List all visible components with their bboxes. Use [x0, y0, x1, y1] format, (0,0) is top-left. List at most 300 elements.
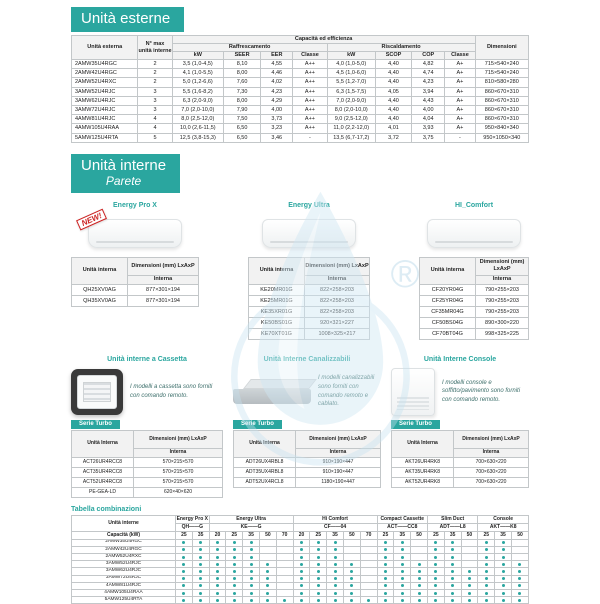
compatibility-dot-icon: [334, 599, 337, 602]
section-description: I modelli console e soffitto/pavimento sono forniti con comando remoto.: [442, 379, 521, 404]
combo-compatibility-cell: [461, 568, 478, 575]
combo-compatibility-cell: [394, 539, 411, 546]
compatibility-dot-icon: [250, 556, 253, 559]
compatibility-dot-icon: [182, 563, 185, 566]
combo-compatibility-cell: [495, 568, 512, 575]
combo-compatibility-cell: [327, 568, 344, 575]
compatibility-dot-icon: [216, 584, 219, 587]
combo-compatibility-cell: [293, 561, 310, 568]
product-spec-table: [248, 257, 370, 340]
outdoor-value-cell: 5,0 (1,2-6,6): [172, 78, 223, 87]
combo-compatibility-cell: [192, 597, 209, 604]
combo-row: [72, 582, 529, 589]
combo-compatibility-cell: [377, 568, 394, 575]
combo-compatibility-cell: [243, 546, 260, 553]
compatibility-dot-icon: [518, 592, 521, 595]
capacity-value: 25: [427, 531, 444, 539]
combo-compatibility-cell: [461, 575, 478, 582]
combo-compatibility-cell: [377, 575, 394, 582]
combo-compatibility-cell: [310, 561, 327, 568]
outdoor-model-cell: 4AMW105U4RAA: [72, 124, 138, 133]
indoor-dimensions-cell: 790×255×203: [476, 306, 529, 317]
outdoor-value-cell: 8,10: [223, 60, 260, 69]
spec-table-body: [392, 457, 529, 487]
combo-compatibility-cell: [226, 590, 243, 597]
combo-compatibility-cell: [478, 597, 495, 604]
indoor-dimensions-cell: 877×301×194: [128, 284, 199, 295]
compatibility-dot-icon: [502, 548, 505, 551]
capacity-value: 25: [226, 531, 243, 539]
combo-compatibility-cell: [360, 554, 377, 561]
compatibility-dot-icon: [518, 563, 521, 566]
outdoor-table-body: [72, 60, 529, 143]
combo-compatibility-cell: [276, 568, 293, 575]
indoor-unit-row: [249, 328, 370, 339]
outdoor-value-cell: 4,5 (1,0-6,0): [327, 69, 375, 78]
compatibility-dot-icon: [350, 592, 353, 595]
combo-compatibility-cell: [276, 561, 293, 568]
combo-compatibility-cell: [259, 597, 276, 604]
outdoor-unit-row: [72, 69, 529, 78]
col-header-interna: Interna: [128, 275, 199, 284]
outdoor-value-cell: 4,74: [412, 69, 445, 78]
combo-model-cell: 2AMW42U4RGC: [72, 546, 176, 553]
indoor-model-cell: CF20YR04G: [420, 284, 476, 295]
outdoor-value-cell: 4,23: [412, 78, 445, 87]
compatibility-dot-icon: [317, 570, 320, 573]
combo-row: [72, 539, 529, 546]
combo-compatibility-cell: [293, 554, 310, 561]
compatibility-dot-icon: [451, 592, 454, 595]
compatibility-dot-icon: [367, 599, 370, 602]
compatibility-dot-icon: [266, 570, 269, 573]
combo-compatibility-cell: [209, 539, 226, 546]
outdoor-value-cell: A++: [293, 124, 327, 133]
compatibility-dot-icon: [283, 599, 286, 602]
compatibility-dot-icon: [266, 584, 269, 587]
combo-compatibility-cell: [427, 597, 444, 604]
indoor-dimensions-cell: 620×40×620: [134, 487, 223, 497]
combo-compatibility-cell: [495, 590, 512, 597]
combo-compatibility-cell: [226, 546, 243, 553]
outdoor-value-cell: 2: [138, 60, 172, 69]
compatibility-dot-icon: [233, 584, 236, 587]
combo-compatibility-cell: [360, 597, 377, 604]
compatibility-dot-icon: [199, 584, 202, 587]
combo-compatibility-cell: [259, 539, 276, 546]
indoor-units-title-box: [71, 154, 180, 193]
indoor-unit-row: [249, 306, 370, 317]
combo-compatibility-cell: [495, 554, 512, 561]
combo-compatibility-cell: [478, 582, 495, 589]
section-title: Unità Interne Console: [423, 355, 497, 363]
combo-model-cell: 4AMW105U4RAA: [72, 590, 176, 597]
indoor-unit-row: [392, 457, 529, 467]
capacity-value: 50: [411, 531, 428, 539]
combo-compatibility-cell: [495, 597, 512, 604]
compatibility-dot-icon: [401, 541, 404, 544]
outdoor-value-cell: 3: [138, 87, 172, 96]
combo-compatibility-cell: [176, 561, 193, 568]
wall-product-2: [419, 202, 529, 340]
col-header: kW: [327, 52, 375, 60]
combo-compatibility-cell: [276, 597, 293, 604]
combo-compatibility-cell: [176, 575, 193, 582]
outdoor-value-cell: 6,50: [223, 124, 260, 133]
outdoor-value-cell: A++: [293, 96, 327, 105]
compatibility-dot-icon: [266, 563, 269, 566]
compatibility-dot-icon: [401, 556, 404, 559]
combo-compatibility-cell: [411, 554, 428, 561]
indoor-model-cell: CF50BS04G: [420, 317, 476, 328]
compatibility-dot-icon: [485, 592, 488, 595]
capacity-value: 35: [444, 531, 461, 539]
outdoor-value-cell: 7,50: [223, 115, 260, 124]
capacity-value: 25: [176, 531, 193, 539]
compatibility-dot-icon: [199, 563, 202, 566]
combo-group-code: AKT——K8: [478, 523, 529, 531]
combo-compatibility-cell: [461, 539, 478, 546]
outdoor-value-cell: 4,46: [261, 69, 293, 78]
compatibility-dot-icon: [350, 563, 353, 566]
combo-compatibility-cell: [192, 582, 209, 589]
compatibility-dot-icon: [216, 563, 219, 566]
outdoor-value-cell: 3: [138, 105, 172, 114]
combo-compatibility-cell: [427, 582, 444, 589]
outdoor-value-cell: 860×670×310: [475, 96, 528, 105]
combo-compatibility-cell: [226, 539, 243, 546]
indoor-unit-row: [72, 284, 199, 295]
compatibility-dot-icon: [384, 556, 387, 559]
col-header-dimensions: Dimensioni (mm) LxAxP: [134, 430, 223, 448]
compatibility-dot-icon: [518, 599, 521, 602]
combos-head: [72, 515, 529, 539]
spec-table-head: [72, 430, 223, 457]
outdoor-units-table: [71, 35, 529, 143]
compatibility-dot-icon: [233, 577, 236, 580]
outdoor-value-cell: 7,60: [223, 78, 260, 87]
other-products-row: [71, 356, 529, 498]
spec-header-row: [234, 430, 381, 448]
indoor-unit-row: [420, 317, 529, 328]
compatibility-dot-icon: [401, 570, 404, 573]
outdoor-units-title: Unità esterne: [81, 10, 171, 27]
combo-compatibility-cell: [176, 554, 193, 561]
combo-compatibility-cell: [209, 568, 226, 575]
compatibility-dot-icon: [434, 584, 437, 587]
wall-product-0: [71, 202, 199, 307]
spec-table-head: [234, 430, 381, 457]
compatibility-dot-icon: [317, 577, 320, 580]
compatibility-dot-icon: [418, 577, 421, 580]
compatibility-dot-icon: [300, 548, 303, 551]
compatibility-dot-icon: [434, 541, 437, 544]
outdoor-units-title-box: [71, 7, 184, 32]
combo-compatibility-cell: [259, 546, 276, 553]
outdoor-value-cell: A++: [293, 78, 327, 87]
outdoor-value-cell: -: [445, 133, 475, 142]
combo-compatibility-cell: [226, 575, 243, 582]
combo-compatibility-cell: [411, 582, 428, 589]
outdoor-unit-row: [72, 124, 529, 133]
compatibility-dot-icon: [334, 563, 337, 566]
combo-compatibility-cell: [226, 554, 243, 561]
outdoor-value-cell: 4: [138, 124, 172, 133]
combo-compatibility-cell: [259, 582, 276, 589]
combo-compatibility-cell: [259, 568, 276, 575]
capacity-value: 35: [327, 531, 344, 539]
combo-compatibility-cell: [394, 568, 411, 575]
outdoor-unit-row: [72, 87, 529, 96]
compatibility-dot-icon: [199, 577, 202, 580]
compatibility-dot-icon: [434, 563, 437, 566]
outdoor-value-cell: 4,40: [375, 69, 411, 78]
combo-compatibility-cell: [209, 597, 226, 604]
combo-compatibility-cell: [343, 590, 360, 597]
spec-table-body: [72, 284, 199, 306]
col-header-heating: Riscaldamento: [327, 44, 475, 52]
indoor-model-cell: AKT35UR4RK8: [392, 467, 454, 477]
compatibility-dot-icon: [485, 570, 488, 573]
combo-compatibility-cell: [327, 590, 344, 597]
outdoor-value-cell: 3,75: [412, 133, 445, 142]
col-header-max-indoor-units: N° max unità interne: [138, 36, 172, 60]
compatibility-dot-icon: [300, 584, 303, 587]
combo-compatibility-cell: [209, 554, 226, 561]
compatibility-dot-icon: [502, 599, 505, 602]
combo-compatibility-cell: [176, 568, 193, 575]
outdoor-value-cell: -: [293, 133, 327, 142]
compatibility-dot-icon: [334, 577, 337, 580]
combo-compatibility-cell: [226, 582, 243, 589]
compatibility-dot-icon: [182, 577, 185, 580]
combo-compatibility-cell: [360, 582, 377, 589]
combo-model-cell: 3AMW72U4RJC: [72, 575, 176, 582]
compatibility-dot-icon: [350, 584, 353, 587]
indoor-dimensions-cell: 910×190×447: [296, 457, 381, 467]
outdoor-value-cell: 3,73: [261, 115, 293, 124]
spec-sheet-content: [71, 0, 529, 604]
combo-compatibility-cell: [343, 561, 360, 568]
compatibility-dot-icon: [250, 599, 253, 602]
outdoor-value-cell: 5,5 (1,6-8,2): [172, 87, 223, 96]
compatibility-dot-icon: [434, 570, 437, 573]
combo-compatibility-cell: [243, 561, 260, 568]
compatibility-dot-icon: [300, 563, 303, 566]
combo-compatibility-cell: [461, 561, 478, 568]
section-description: I modelli canalizzabili sono forniti con comando remoto e cablato.: [318, 375, 375, 408]
combo-compatibility-cell: [343, 568, 360, 575]
indoor-unit-row: [249, 284, 370, 295]
combo-compatibility-cell: [394, 546, 411, 553]
compatibility-dot-icon: [485, 541, 488, 544]
capacity-value: 25: [377, 531, 394, 539]
outdoor-value-cell: 860×670×310: [475, 115, 528, 124]
combo-compatibility-cell: [293, 582, 310, 589]
compatibility-dot-icon: [384, 599, 387, 602]
capacity-value: 25: [478, 531, 495, 539]
combo-compatibility-cell: [310, 554, 327, 561]
outdoor-value-cell: 4,00: [412, 105, 445, 114]
combo-compatibility-cell: [427, 554, 444, 561]
compatibility-dot-icon: [418, 584, 421, 587]
outdoor-model-cell: 2AMW42U4RGC: [72, 69, 138, 78]
combo-compatibility-cell: [478, 561, 495, 568]
combination-table: [71, 515, 529, 604]
compatibility-dot-icon: [451, 577, 454, 580]
outdoor-value-cell: 4,40: [375, 105, 411, 114]
compatibility-dot-icon: [233, 541, 236, 544]
compatibility-dot-icon: [485, 584, 488, 587]
compatibility-dot-icon: [401, 592, 404, 595]
col-header-dimensions: Dimensioni: [475, 36, 528, 60]
combo-row: [72, 590, 529, 597]
wall-unit-image: [262, 219, 356, 248]
indoor-dimensions-cell: 790×255×203: [476, 295, 529, 306]
outdoor-value-cell: 860×670×310: [475, 87, 528, 96]
combo-compatibility-cell: [377, 561, 394, 568]
outdoor-unit-row: [72, 115, 529, 124]
outdoor-model-cell: 2AMW35U4RGC: [72, 60, 138, 69]
combo-compatibility-cell: [478, 546, 495, 553]
combo-row: [72, 575, 529, 582]
outdoor-value-cell: 4,01: [375, 124, 411, 133]
combo-compatibility-cell: [511, 590, 528, 597]
combo-model-cell: 5AMW125U4RTA: [72, 597, 176, 604]
combo-compatibility-cell: [461, 597, 478, 604]
compatibility-dot-icon: [250, 584, 253, 587]
outdoor-value-cell: 5,5 (1,2-7,0): [327, 78, 375, 87]
product-spec-table: [233, 430, 381, 488]
outdoor-model-cell: 3AMW52U4RJC: [72, 87, 138, 96]
combo-compatibility-cell: [343, 539, 360, 546]
compatibility-dot-icon: [199, 599, 202, 602]
compatibility-dot-icon: [485, 556, 488, 559]
compatibility-dot-icon: [300, 556, 303, 559]
serie-turbo-tag: Serie Turbo: [391, 420, 440, 429]
combo-compatibility-cell: [327, 546, 344, 553]
compatibility-dot-icon: [451, 556, 454, 559]
spec-header-row: [420, 257, 529, 275]
combo-compatibility-cell: [411, 575, 428, 582]
combo-compatibility-cell: [343, 575, 360, 582]
compatibility-dot-icon: [384, 541, 387, 544]
compatibility-dot-icon: [233, 592, 236, 595]
indoor-dimensions-cell: 570×215×570: [134, 467, 223, 477]
combo-compatibility-cell: [259, 590, 276, 597]
combo-compatibility-cell: [444, 554, 461, 561]
outdoor-value-cell: 12,5 (3,8-15,3): [172, 133, 223, 142]
combo-compatibility-cell: [377, 554, 394, 561]
outdoor-value-cell: 7,90: [223, 105, 260, 114]
combo-compatibility-cell: [478, 539, 495, 546]
outdoor-value-cell: A+: [445, 60, 475, 69]
compatibility-dot-icon: [384, 584, 387, 587]
compatibility-dot-icon: [334, 570, 337, 573]
combo-group-name: Energy Ultra: [209, 515, 293, 523]
compatibility-dot-icon: [434, 599, 437, 602]
outdoor-value-cell: 8,00: [223, 69, 260, 78]
compatibility-dot-icon: [485, 548, 488, 551]
section-title: Unità interne a Cassetta: [107, 355, 187, 363]
outdoor-value-cell: 2: [138, 78, 172, 87]
compatibility-dot-icon: [334, 548, 337, 551]
combo-compatibility-cell: [276, 590, 293, 597]
indoor-model-cell: ACT52UR4RCC8: [72, 477, 134, 487]
compatibility-dot-icon: [199, 556, 202, 559]
spec-header-row: [72, 257, 199, 275]
outdoor-value-cell: 6,50: [223, 133, 260, 142]
compatibility-dot-icon: [199, 541, 202, 544]
indoor-unit-row: [72, 295, 199, 306]
indoor-unit-row: [72, 467, 223, 477]
combo-compatibility-cell: [394, 582, 411, 589]
combo-compatibility-cell: [444, 546, 461, 553]
combo-compatibility-cell: [444, 582, 461, 589]
compatibility-dot-icon: [216, 599, 219, 602]
indoor-dimensions-cell: 790×255×203: [476, 284, 529, 295]
wall-product-1: [248, 202, 370, 340]
combo-compatibility-cell: [310, 590, 327, 597]
col-header-dimensions: Dimensioni (mm) LxAxP: [305, 257, 370, 275]
combo-compatibility-cell: [411, 546, 428, 553]
outdoor-value-cell: 4,29: [261, 96, 293, 105]
combo-compatibility-cell: [444, 575, 461, 582]
serie-turbo-tag: Serie Turbo: [71, 420, 120, 429]
compatibility-dot-icon: [434, 548, 437, 551]
compatibility-dot-icon: [317, 599, 320, 602]
combo-compatibility-cell: [176, 546, 193, 553]
indoor-dimensions-cell: 1180×190×447: [296, 477, 381, 487]
compatibility-dot-icon: [518, 570, 521, 573]
combo-compatibility-cell: [461, 590, 478, 597]
combo-compatibility-cell: [276, 582, 293, 589]
compatibility-dot-icon: [401, 548, 404, 551]
indoor-unit-row: [392, 467, 529, 477]
compatibility-dot-icon: [485, 577, 488, 580]
wall-products-row: [71, 202, 529, 340]
col-header: kW: [172, 52, 223, 60]
combo-compatibility-cell: [394, 590, 411, 597]
combo-compatibility-cell: [444, 561, 461, 568]
outdoor-value-cell: 2: [138, 69, 172, 78]
combo-group-code: ACT——CC8: [377, 523, 427, 531]
capacity-value: 50: [511, 531, 528, 539]
outdoor-value-cell: 13,5 (6,7-17,2): [327, 133, 375, 142]
compatibility-dot-icon: [334, 541, 337, 544]
compatibility-dot-icon: [250, 592, 253, 595]
col-header: Classe: [445, 52, 475, 60]
outdoor-value-cell: 950×1050×340: [475, 133, 528, 142]
combo-compatibility-cell: [243, 554, 260, 561]
compatibility-dot-icon: [250, 563, 253, 566]
combo-compatibility-cell: [444, 568, 461, 575]
combo-compatibility-cell: [192, 590, 209, 597]
indoor-dimensions-cell: 570×215×570: [134, 457, 223, 467]
compatibility-dot-icon: [199, 592, 202, 595]
capacity-value: 70: [276, 531, 293, 539]
combo-compatibility-cell: [444, 590, 461, 597]
combo-compatibility-cell: [176, 582, 193, 589]
compatibility-dot-icon: [502, 563, 505, 566]
spec-table-head: [249, 257, 370, 284]
compatibility-dot-icon: [384, 577, 387, 580]
compatibility-dot-icon: [317, 563, 320, 566]
compatibility-dot-icon: [334, 584, 337, 587]
col-header-dimensions: Dimensioni (mm) LxAxP: [128, 257, 199, 275]
col-header-dimensions: Dimensioni (mm) LxAxP: [296, 430, 381, 448]
combos-capacity-row: [72, 531, 529, 539]
